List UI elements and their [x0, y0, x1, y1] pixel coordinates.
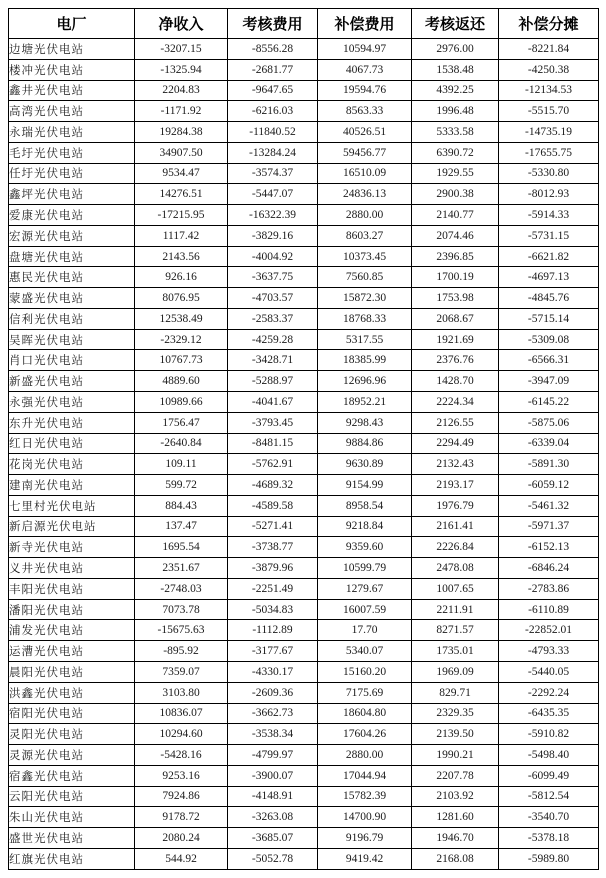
table-row	[9, 578, 599, 599]
plant-name-cell: 运漕光伏电站	[9, 641, 135, 662]
table-row	[9, 205, 599, 226]
table-row	[9, 807, 599, 828]
value-cell: 17044.94	[318, 765, 412, 786]
value-cell: 4889.60	[135, 371, 228, 392]
value-cell: 1279.67	[318, 578, 412, 599]
value-cell: -3685.07	[228, 828, 318, 849]
plant-name-cell: 鑫坪光伏电站	[9, 184, 135, 205]
value-cell: 15872.30	[318, 288, 412, 309]
value-cell: -2583.37	[228, 308, 318, 329]
value-cell: 2396.85	[412, 246, 499, 267]
plant-name-cell: 宿阳光伏电站	[9, 703, 135, 724]
plant-name-cell: 爱康光伏电站	[9, 205, 135, 226]
column-header-assessment-refund: 考核返还	[412, 9, 499, 39]
value-cell: 1007.65	[412, 578, 499, 599]
value-cell: 137.47	[135, 516, 228, 537]
value-cell: 2080.24	[135, 828, 228, 849]
value-cell: 2161.41	[412, 516, 499, 537]
value-cell: 14276.51	[135, 184, 228, 205]
value-cell: -4250.38	[499, 59, 599, 80]
table-row	[9, 433, 599, 454]
plant-name-cell: 潘阳光伏电站	[9, 599, 135, 620]
value-cell: -4703.57	[228, 288, 318, 309]
value-cell: 18768.33	[318, 308, 412, 329]
value-cell: 14700.90	[318, 807, 412, 828]
value-cell: 2376.76	[412, 350, 499, 371]
value-cell: 16007.59	[318, 599, 412, 620]
value-cell: -8221.84	[499, 39, 599, 60]
value-cell: 2329.35	[412, 703, 499, 724]
value-cell: 2168.08	[412, 848, 499, 869]
value-cell: 544.92	[135, 848, 228, 869]
plant-name-cell: 毛圩光伏电站	[9, 142, 135, 163]
value-cell: 2103.92	[412, 786, 499, 807]
plant-name-cell: 楼冲光伏电站	[9, 59, 135, 80]
plant-name-cell: 盘塘光伏电站	[9, 246, 135, 267]
value-cell: -3428.71	[228, 350, 318, 371]
value-cell: 2139.50	[412, 724, 499, 745]
value-cell: 10294.60	[135, 724, 228, 745]
value-cell: -6110.89	[499, 599, 599, 620]
value-cell: 9884.86	[318, 433, 412, 454]
value-cell: 2211.91	[412, 599, 499, 620]
value-cell: 10767.73	[135, 350, 228, 371]
value-cell: 2074.46	[412, 225, 499, 246]
plant-name-cell: 永瑞光伏电站	[9, 122, 135, 143]
value-cell: -2640.84	[135, 433, 228, 454]
plant-name-cell: 浦发光伏电站	[9, 620, 135, 641]
plant-name-cell: 蒙盛光伏电站	[9, 288, 135, 309]
value-cell: 8563.33	[318, 101, 412, 122]
value-cell: 1946.70	[412, 828, 499, 849]
value-cell: -14735.19	[499, 122, 599, 143]
plant-name-cell: 朱山光伏电站	[9, 807, 135, 828]
value-cell: 24836.13	[318, 184, 412, 205]
value-cell: 2880.00	[318, 745, 412, 766]
value-cell: -5288.97	[228, 371, 318, 392]
value-cell: 7359.07	[135, 661, 228, 682]
plant-name-cell: 花岗光伏电站	[9, 454, 135, 475]
value-cell: 40526.51	[318, 122, 412, 143]
value-cell: -3207.15	[135, 39, 228, 60]
table-row	[9, 122, 599, 143]
value-cell: 16510.09	[318, 163, 412, 184]
value-cell: 829.71	[412, 682, 499, 703]
plant-name-cell: 永强光伏电站	[9, 392, 135, 413]
table-row	[9, 682, 599, 703]
value-cell: 1969.09	[412, 661, 499, 682]
value-cell: -16322.39	[228, 205, 318, 226]
value-cell: 2976.00	[412, 39, 499, 60]
table-row	[9, 184, 599, 205]
value-cell: 2204.83	[135, 80, 228, 101]
value-cell: -5910.82	[499, 724, 599, 745]
value-cell: 1700.19	[412, 267, 499, 288]
value-cell: -3738.77	[228, 537, 318, 558]
value-cell: -3947.09	[499, 371, 599, 392]
table-row	[9, 329, 599, 350]
table-header	[9, 9, 599, 39]
value-cell: 18385.99	[318, 350, 412, 371]
plant-name-cell: 红日光伏电站	[9, 433, 135, 454]
value-cell: -4330.17	[228, 661, 318, 682]
plant-name-cell: 边塘光伏电站	[9, 39, 135, 60]
table-row	[9, 848, 599, 869]
value-cell: -5812.54	[499, 786, 599, 807]
value-cell: 9359.60	[318, 537, 412, 558]
header-row	[9, 9, 599, 39]
value-cell: 34907.50	[135, 142, 228, 163]
value-cell: 1695.54	[135, 537, 228, 558]
value-cell: -4845.76	[499, 288, 599, 309]
table-row	[9, 246, 599, 267]
table-row	[9, 495, 599, 516]
value-cell: -2748.03	[135, 578, 228, 599]
value-cell: -6145.22	[499, 392, 599, 413]
value-cell: 1756.47	[135, 412, 228, 433]
value-cell: 59456.77	[318, 142, 412, 163]
value-cell: -4697.13	[499, 267, 599, 288]
value-cell: 10373.45	[318, 246, 412, 267]
value-cell: -3574.37	[228, 163, 318, 184]
table-row	[9, 412, 599, 433]
value-cell: 6390.72	[412, 142, 499, 163]
plant-name-cell: 洪鑫光伏电站	[9, 682, 135, 703]
column-header-assessment-fee: 考核费用	[228, 9, 318, 39]
table-row	[9, 475, 599, 496]
value-cell: -5330.80	[499, 163, 599, 184]
table-row	[9, 724, 599, 745]
value-cell: 2294.49	[412, 433, 499, 454]
plant-name-cell: 肖口光伏电站	[9, 350, 135, 371]
value-cell: 2140.77	[412, 205, 499, 226]
column-header-compensation-fee: 补偿费用	[318, 9, 412, 39]
value-cell: -11840.52	[228, 122, 318, 143]
value-cell: 2226.84	[412, 537, 499, 558]
value-cell: -17215.95	[135, 205, 228, 226]
value-cell: -3900.07	[228, 765, 318, 786]
value-cell: -5971.37	[499, 516, 599, 537]
value-cell: 2478.08	[412, 558, 499, 579]
value-cell: 9154.99	[318, 475, 412, 496]
value-cell: 9253.16	[135, 765, 228, 786]
table-row	[9, 537, 599, 558]
table-row	[9, 765, 599, 786]
value-cell: -5715.14	[499, 308, 599, 329]
value-cell: -6566.31	[499, 350, 599, 371]
value-cell: -5891.30	[499, 454, 599, 475]
value-cell: 2132.43	[412, 454, 499, 475]
table-row	[9, 225, 599, 246]
value-cell: 926.16	[135, 267, 228, 288]
table-row	[9, 288, 599, 309]
plant-name-cell: 灵阳光伏电站	[9, 724, 135, 745]
value-cell: -2681.77	[228, 59, 318, 80]
value-cell: -2783.86	[499, 578, 599, 599]
value-cell: 10594.97	[318, 39, 412, 60]
value-cell: 8076.95	[135, 288, 228, 309]
table-row	[9, 599, 599, 620]
value-cell: -3793.45	[228, 412, 318, 433]
value-cell: 3103.80	[135, 682, 228, 703]
value-cell: 9298.43	[318, 412, 412, 433]
column-header-net-income: 净收入	[135, 9, 228, 39]
value-cell: -15675.63	[135, 620, 228, 641]
value-cell: 8271.57	[412, 620, 499, 641]
table-row	[9, 39, 599, 60]
value-cell: -6435.35	[499, 703, 599, 724]
value-cell: -22852.01	[499, 620, 599, 641]
value-cell: -3177.67	[228, 641, 318, 662]
value-cell: -6621.82	[499, 246, 599, 267]
value-cell: 12696.96	[318, 371, 412, 392]
plant-name-cell: 任圩光伏电站	[9, 163, 135, 184]
value-cell: 4392.25	[412, 80, 499, 101]
value-cell: 599.72	[135, 475, 228, 496]
plant-name-cell: 丰阳光伏电站	[9, 578, 135, 599]
value-cell: -5875.06	[499, 412, 599, 433]
value-cell: 1929.55	[412, 163, 499, 184]
value-cell: -4259.28	[228, 329, 318, 350]
table-row	[9, 267, 599, 288]
value-cell: 2351.67	[135, 558, 228, 579]
value-cell: -5914.33	[499, 205, 599, 226]
table-row	[9, 745, 599, 766]
value-cell: 7175.69	[318, 682, 412, 703]
value-cell: 10836.07	[135, 703, 228, 724]
value-cell: -3263.08	[228, 807, 318, 828]
value-cell: 9178.72	[135, 807, 228, 828]
value-cell: 2193.17	[412, 475, 499, 496]
value-cell: 1538.48	[412, 59, 499, 80]
value-cell: -1325.94	[135, 59, 228, 80]
table-row	[9, 80, 599, 101]
value-cell: -6846.24	[499, 558, 599, 579]
table-row	[9, 101, 599, 122]
value-cell: 1281.60	[412, 807, 499, 828]
value-cell: -5378.18	[499, 828, 599, 849]
value-cell: 18604.80	[318, 703, 412, 724]
plant-name-cell: 东升光伏电站	[9, 412, 135, 433]
table-row	[9, 661, 599, 682]
table-row	[9, 516, 599, 537]
value-cell: -3879.96	[228, 558, 318, 579]
value-cell: 7560.85	[318, 267, 412, 288]
table-body	[9, 39, 599, 870]
plant-name-cell: 宿鑫光伏电站	[9, 765, 135, 786]
value-cell: 9196.79	[318, 828, 412, 849]
value-cell: 15782.39	[318, 786, 412, 807]
value-cell: -3662.73	[228, 703, 318, 724]
table-row	[9, 59, 599, 80]
plant-name-cell: 晨阳光伏电站	[9, 661, 135, 682]
value-cell: 2207.78	[412, 765, 499, 786]
plant-name-cell: 盛世光伏电站	[9, 828, 135, 849]
value-cell: -895.92	[135, 641, 228, 662]
plant-name-cell: 新盛光伏电站	[9, 371, 135, 392]
value-cell: -2329.12	[135, 329, 228, 350]
value-cell: 2224.34	[412, 392, 499, 413]
value-cell: 19594.76	[318, 80, 412, 101]
value-cell: -4799.97	[228, 745, 318, 766]
value-cell: -6099.49	[499, 765, 599, 786]
value-cell: -5447.07	[228, 184, 318, 205]
value-cell: -5515.70	[499, 101, 599, 122]
value-cell: -4148.91	[228, 786, 318, 807]
value-cell: 9218.84	[318, 516, 412, 537]
value-cell: -4793.33	[499, 641, 599, 662]
plant-name-cell: 红旗光伏电站	[9, 848, 135, 869]
value-cell: 15160.20	[318, 661, 412, 682]
value-cell: -9647.65	[228, 80, 318, 101]
value-cell: -3538.34	[228, 724, 318, 745]
value-cell: 884.43	[135, 495, 228, 516]
value-cell: 1990.21	[412, 745, 499, 766]
table-row	[9, 142, 599, 163]
table-row	[9, 620, 599, 641]
value-cell: -5309.08	[499, 329, 599, 350]
column-header-compensation-share: 补偿分摊	[499, 9, 599, 39]
value-cell: -4041.67	[228, 392, 318, 413]
column-header-plant: 电厂	[9, 9, 135, 39]
value-cell: -5731.15	[499, 225, 599, 246]
value-cell: 1117.42	[135, 225, 228, 246]
table-row	[9, 641, 599, 662]
table-row	[9, 828, 599, 849]
value-cell: 5317.55	[318, 329, 412, 350]
value-cell: -5052.78	[228, 848, 318, 869]
plant-name-cell: 云阳光伏电站	[9, 786, 135, 807]
value-cell: -1112.89	[228, 620, 318, 641]
value-cell: 8603.27	[318, 225, 412, 246]
value-cell: -2251.49	[228, 578, 318, 599]
value-cell: -5762.91	[228, 454, 318, 475]
plant-name-cell: 宏源光伏电站	[9, 225, 135, 246]
value-cell: 2900.38	[412, 184, 499, 205]
value-cell: 10989.66	[135, 392, 228, 413]
plant-name-cell: 义井光伏电站	[9, 558, 135, 579]
value-cell: -13284.24	[228, 142, 318, 163]
value-cell: 10599.79	[318, 558, 412, 579]
plant-name-cell: 新启源光伏电站	[9, 516, 135, 537]
value-cell: -3540.70	[499, 807, 599, 828]
table-row	[9, 703, 599, 724]
value-cell: 1996.48	[412, 101, 499, 122]
value-cell: -5461.32	[499, 495, 599, 516]
value-cell: -17655.75	[499, 142, 599, 163]
value-cell: -6059.12	[499, 475, 599, 496]
plant-name-cell: 灵源光伏电站	[9, 745, 135, 766]
value-cell: 7924.86	[135, 786, 228, 807]
value-cell: -3829.16	[228, 225, 318, 246]
value-cell: 5333.58	[412, 122, 499, 143]
plant-name-cell: 信利光伏电站	[9, 308, 135, 329]
table-row	[9, 308, 599, 329]
plant-name-cell: 建南光伏电站	[9, 475, 135, 496]
value-cell: 9630.89	[318, 454, 412, 475]
value-cell: 1428.70	[412, 371, 499, 392]
power-plant-settlement-table	[8, 8, 599, 870]
value-cell: 4067.73	[318, 59, 412, 80]
table-row	[9, 786, 599, 807]
plant-name-cell: 惠民光伏电站	[9, 267, 135, 288]
value-cell: -4589.58	[228, 495, 318, 516]
value-cell: -12134.53	[499, 80, 599, 101]
value-cell: -2292.24	[499, 682, 599, 703]
value-cell: 9534.47	[135, 163, 228, 184]
table-row	[9, 454, 599, 475]
value-cell: -5440.05	[499, 661, 599, 682]
value-cell: -6339.04	[499, 433, 599, 454]
value-cell: 2068.67	[412, 308, 499, 329]
value-cell: 2143.56	[135, 246, 228, 267]
table-row	[9, 350, 599, 371]
value-cell: 7073.78	[135, 599, 228, 620]
value-cell: 8958.54	[318, 495, 412, 516]
value-cell: -1171.92	[135, 101, 228, 122]
plant-name-cell: 鑫井光伏电站	[9, 80, 135, 101]
table-row	[9, 163, 599, 184]
value-cell: -5428.16	[135, 745, 228, 766]
value-cell: 5340.07	[318, 641, 412, 662]
value-cell: -6152.13	[499, 537, 599, 558]
value-cell: 17604.26	[318, 724, 412, 745]
value-cell: 9419.42	[318, 848, 412, 869]
value-cell: 1735.01	[412, 641, 499, 662]
value-cell: -5989.80	[499, 848, 599, 869]
value-cell: -4689.32	[228, 475, 318, 496]
value-cell: -5498.40	[499, 745, 599, 766]
value-cell: 2880.00	[318, 205, 412, 226]
value-cell: 1921.69	[412, 329, 499, 350]
plant-name-cell: 高湾光伏电站	[9, 101, 135, 122]
value-cell: -5271.41	[228, 516, 318, 537]
value-cell: 19284.38	[135, 122, 228, 143]
value-cell: 12538.49	[135, 308, 228, 329]
plant-name-cell: 新寺光伏电站	[9, 537, 135, 558]
value-cell: -8556.28	[228, 39, 318, 60]
value-cell: -5034.83	[228, 599, 318, 620]
table-row	[9, 371, 599, 392]
table-row	[9, 392, 599, 413]
value-cell: 1753.98	[412, 288, 499, 309]
value-cell: -6216.03	[228, 101, 318, 122]
value-cell: -2609.36	[228, 682, 318, 703]
value-cell: -8012.93	[499, 184, 599, 205]
table-row	[9, 558, 599, 579]
value-cell: 17.70	[318, 620, 412, 641]
value-cell: 18952.21	[318, 392, 412, 413]
value-cell: 109.11	[135, 454, 228, 475]
value-cell: -4004.92	[228, 246, 318, 267]
plant-name-cell: 七里村光伏电站	[9, 495, 135, 516]
plant-name-cell: 吴晖光伏电站	[9, 329, 135, 350]
value-cell: 2126.55	[412, 412, 499, 433]
value-cell: -3637.75	[228, 267, 318, 288]
value-cell: -8481.15	[228, 433, 318, 454]
value-cell: 1976.79	[412, 495, 499, 516]
